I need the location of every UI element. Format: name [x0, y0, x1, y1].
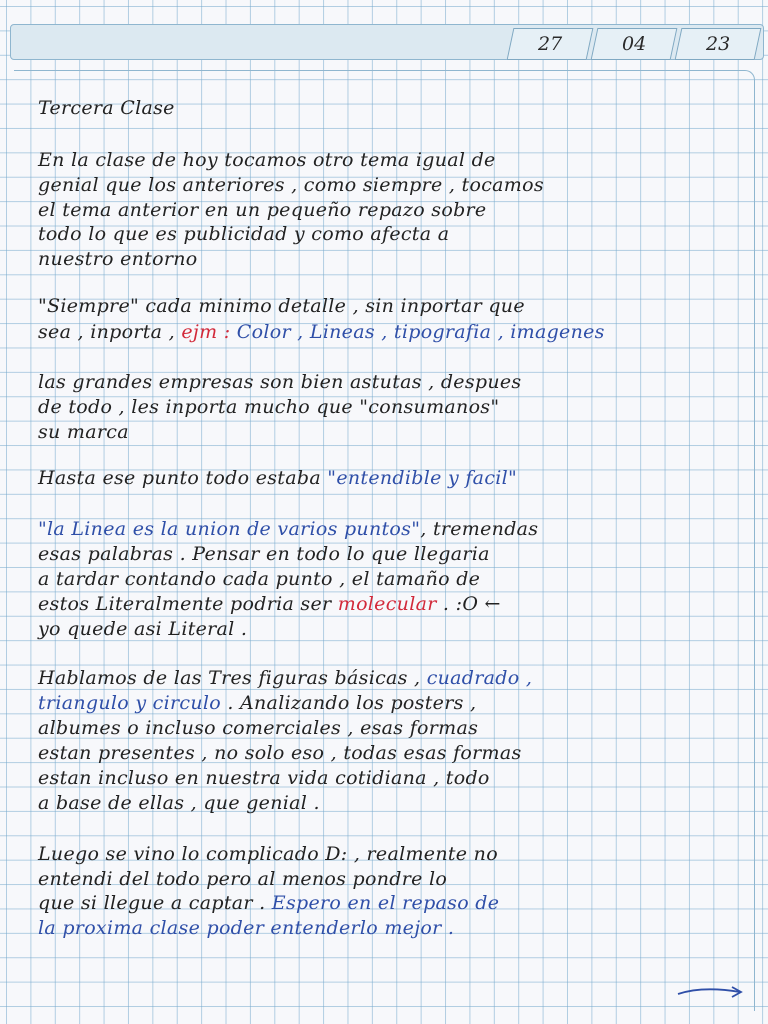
- p7-text: que si llegue a captar .: [38, 892, 272, 914]
- p7-blue-text: Espero en el repaso de: [271, 892, 500, 914]
- p1-line: genial que los anteriores , como siempre , tocamos: [38, 174, 544, 196]
- p4-text: Hasta ese punto todo estaba: [38, 467, 328, 489]
- next-page-arrow-icon: [676, 982, 746, 1002]
- p6-line: estan presentes , no solo eso , todas esas formas: [38, 742, 522, 764]
- p2-line: "Siempre" cada minimo detalle , sin inportar que: [38, 295, 525, 317]
- page-title: Tercera Clase: [38, 97, 175, 119]
- date-day-box: [507, 28, 594, 60]
- p6-shapes: triangulo y circulo: [38, 692, 221, 714]
- p7-line: [38, 891, 738, 915]
- p5-text: estos Literalmente podria ser: [38, 593, 338, 615]
- p6-line: [38, 691, 738, 715]
- p5-line: [38, 592, 738, 616]
- p7-line: la proxima clase poder entenderlo mejor .: [38, 917, 455, 939]
- p4-line: [38, 466, 738, 490]
- p3-line: las grandes empresas son bien astutas , despues: [38, 371, 522, 393]
- date-year-box: [675, 28, 762, 60]
- p5-molecular: molecular: [337, 593, 437, 615]
- p1-line: nuestro entorno: [38, 248, 198, 270]
- p5-line: [38, 517, 738, 541]
- p6-line: [38, 666, 738, 690]
- p6-text: . Analizando los posters ,: [220, 692, 477, 714]
- p4-quote: "entendible y facil": [327, 467, 518, 489]
- p5-line: a tardar contando cada punto , el tamaño de: [38, 568, 481, 590]
- p1-line: En la clase de hoy tocamos otro tema igual de: [38, 149, 496, 171]
- p2-ejm-label: ejm :: [181, 321, 231, 343]
- p5-text: . :O ←: [436, 593, 501, 615]
- date-month-box: [591, 28, 678, 60]
- p2-examples-list: Color , Lineas , tipografia , imagenes: [230, 321, 605, 343]
- p2-line-examples: [38, 320, 738, 344]
- p6-cuadrado: cuadrado ,: [426, 667, 533, 689]
- p6-line: estan incluso en nuestra vida cotidiana , todo: [38, 767, 490, 789]
- p6-line: a base de ellas , que genial .: [38, 792, 320, 814]
- p2-text: sea , inporta ,: [38, 321, 182, 343]
- p7-line: entendi del todo pero al menos pondre lo: [38, 868, 448, 890]
- date-day: 27: [537, 33, 563, 55]
- p3-line: de todo , les inporta mucho que "consumanos": [38, 396, 500, 418]
- p6-text: Hablamos de las Tres figuras básicas ,: [38, 667, 427, 689]
- p5-quote: "la Linea es la union de varios puntos": [38, 518, 421, 540]
- p3-line: su marca: [38, 421, 129, 443]
- p5-text: , tremendas: [420, 518, 539, 540]
- date-month: 04: [621, 33, 647, 55]
- p5-line: yo quede asi Literal .: [38, 618, 248, 640]
- date-year: 23: [705, 33, 731, 55]
- p1-line: todo lo que es publicidad y como afecta a: [38, 223, 450, 245]
- p5-line: esas palabras . Pensar en todo lo que llegaria: [38, 543, 490, 565]
- p7-line: Luego se vino lo complicado D: , realmente no: [38, 843, 498, 865]
- p1-line: el tema anterior en un pequeño repazo sobre: [38, 199, 487, 221]
- p6-line: albumes o incluso comerciales , esas formas: [38, 717, 479, 739]
